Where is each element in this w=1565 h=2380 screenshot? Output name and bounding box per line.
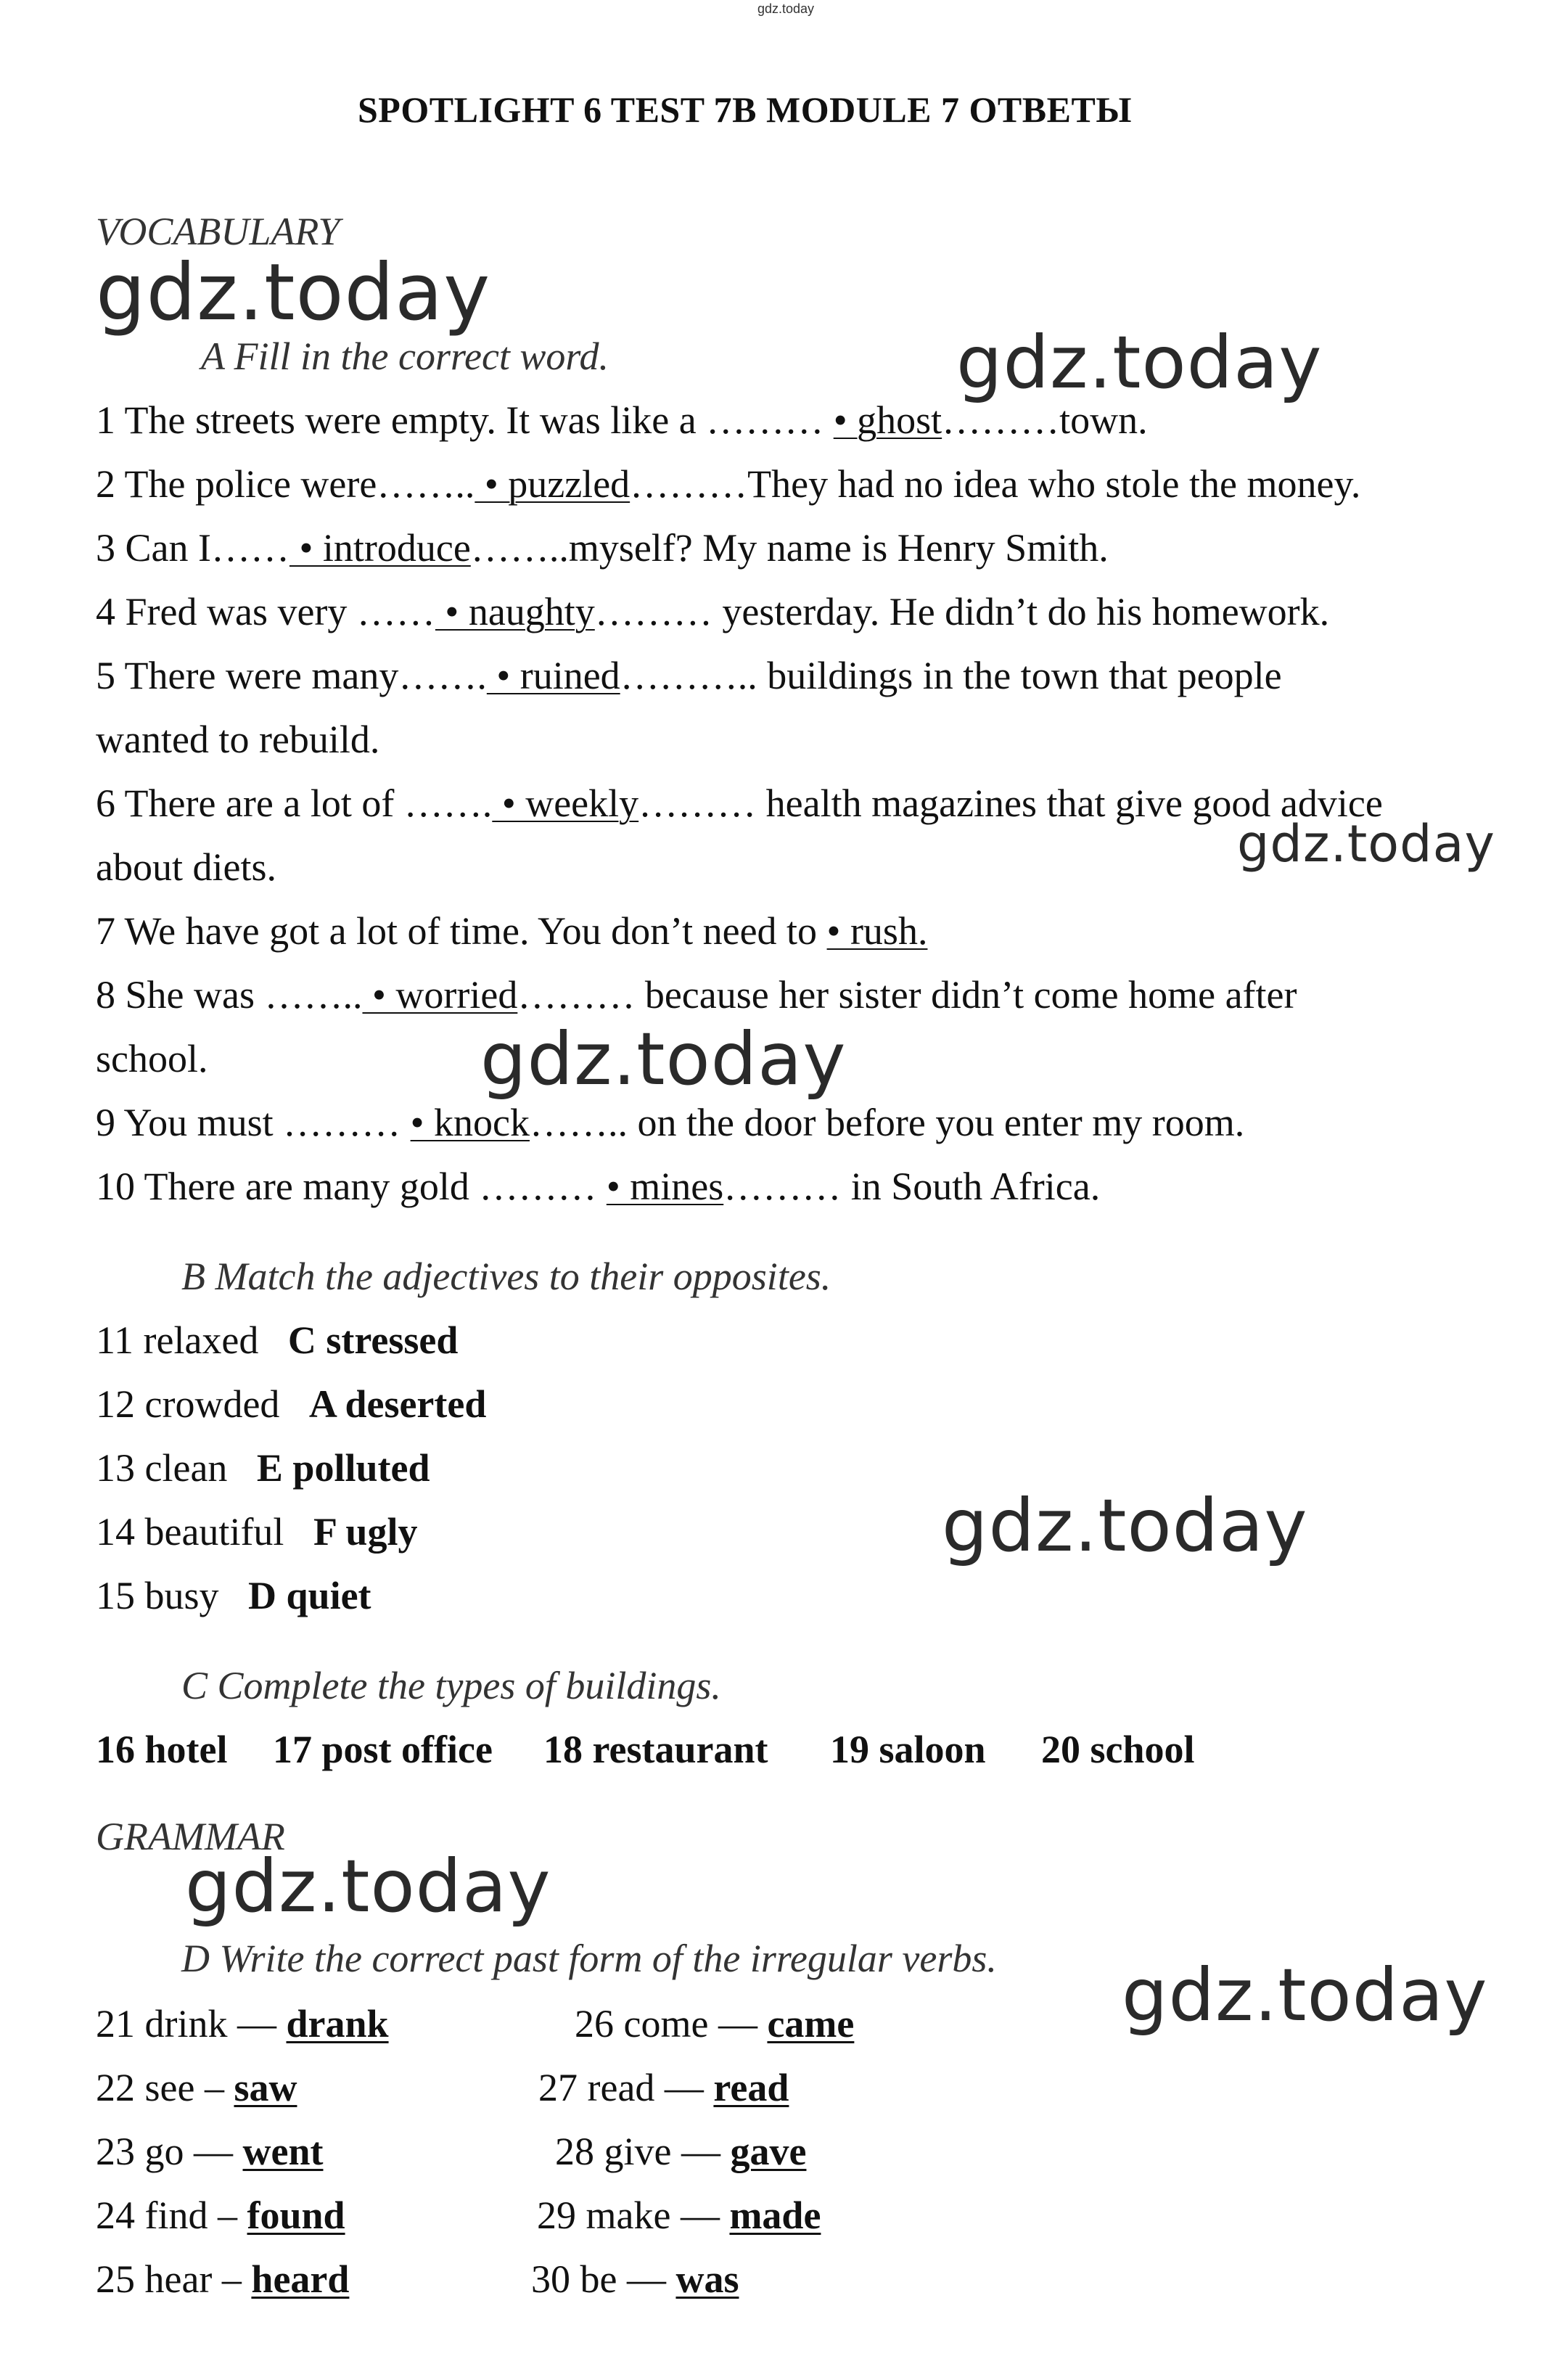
verb-row: 26 come — came: [575, 2002, 855, 2045]
building-answer: 16 hotel: [96, 1728, 228, 1771]
section-heading-vocabulary: VOCABULARY: [96, 210, 340, 253]
match-row: 11 relaxed C stressed: [96, 1318, 459, 1362]
verb-row: 27 read — read: [538, 2066, 789, 2109]
match-row: 15 busy D quiet: [96, 1574, 371, 1617]
match-row: 13 clean E polluted: [96, 1446, 430, 1490]
building-answer: 19 saloon: [830, 1728, 986, 1771]
task-a-instruction: A Fill in the correct word.: [201, 335, 609, 378]
watermark: gdz.today: [96, 247, 491, 338]
watermark: gdz.today: [185, 1844, 551, 1929]
section-heading-grammar: GRAMMAR: [96, 1815, 285, 1858]
watermark: gdz.today: [480, 1017, 847, 1101]
match-row: 12 crowded A deserted: [96, 1382, 487, 1426]
verb-row: 29 make — made: [537, 2194, 821, 2237]
task-c-instruction: C Complete the types of buildings.: [181, 1664, 721, 1707]
verb-row: 21 drink — drank: [96, 2002, 389, 2045]
sentence-8-continued: school.: [96, 1037, 208, 1080]
sentence-5: 5 There were many……. • ruined……….. buildings in the town that people: [96, 654, 1282, 697]
sentence-7: 7 We have got a lot of time. You don’t need to • rush.: [96, 909, 928, 953]
sentence-5-continued: wanted to rebuild.: [96, 718, 380, 761]
verb-row: 22 see – saw: [96, 2066, 297, 2109]
sentence-4: 4 Fred was very …… • naughty……… yesterday. He didn’t do his homework.: [96, 590, 1330, 633]
sentence-6: 6 There are a lot of ……. • weekly……… health magazines that give good advice: [96, 781, 1383, 825]
verb-row: 30 be — was: [531, 2257, 739, 2301]
sentence-1: 1 The streets were empty. It was like a ……… • ghost………town.: [96, 398, 1148, 442]
watermark: gdz.today: [942, 1483, 1308, 1568]
building-answer: 18 restaurant: [543, 1728, 768, 1771]
sentence-10: 10 There are many gold ……… • mines……… in South Africa.: [96, 1165, 1101, 1208]
task-d-instruction: D Write the correct past form of the irregular verbs.: [181, 1937, 997, 1980]
verb-row: 28 give — gave: [555, 2130, 807, 2173]
buildings-answer-row: [96, 1727, 1195, 1772]
watermark: gdz.today: [1122, 1953, 1488, 2038]
sentence-6-continued: about diets.: [96, 845, 276, 889]
watermark: gdz.today: [956, 320, 1323, 405]
verb-row: 23 go — went: [96, 2130, 324, 2173]
verb-row: 24 find – found: [96, 2194, 345, 2237]
building-answer: 17 post office: [273, 1728, 493, 1771]
sentence-9: 9 You must ……… • knock…….. on the door before you enter my room.: [96, 1101, 1245, 1144]
task-b-instruction: B Match the adjectives to their opposites.: [181, 1255, 831, 1298]
verb-row: 25 hear – heard: [96, 2257, 350, 2301]
building-answer: 20 school: [1041, 1728, 1195, 1771]
watermark: gdz.today: [1237, 814, 1495, 874]
sentence-3: 3 Can I…… • introduce……..myself? My name is Henry Smith.: [96, 526, 1109, 570]
sentence-8: 8 She was …….. • worried……… because her sister didn’t come home after: [96, 973, 1297, 1017]
page-title: SPOTLIGHT 6 TEST 7B MODULE 7 ОТВЕТЫ: [358, 89, 1132, 130]
header-site-label: gdz.today: [757, 1, 815, 16]
match-row: 14 beautiful F ugly: [96, 1510, 418, 1554]
sentence-2: 2 The police were…….. • puzzled………They had no idea who stole the money.: [96, 462, 1361, 506]
